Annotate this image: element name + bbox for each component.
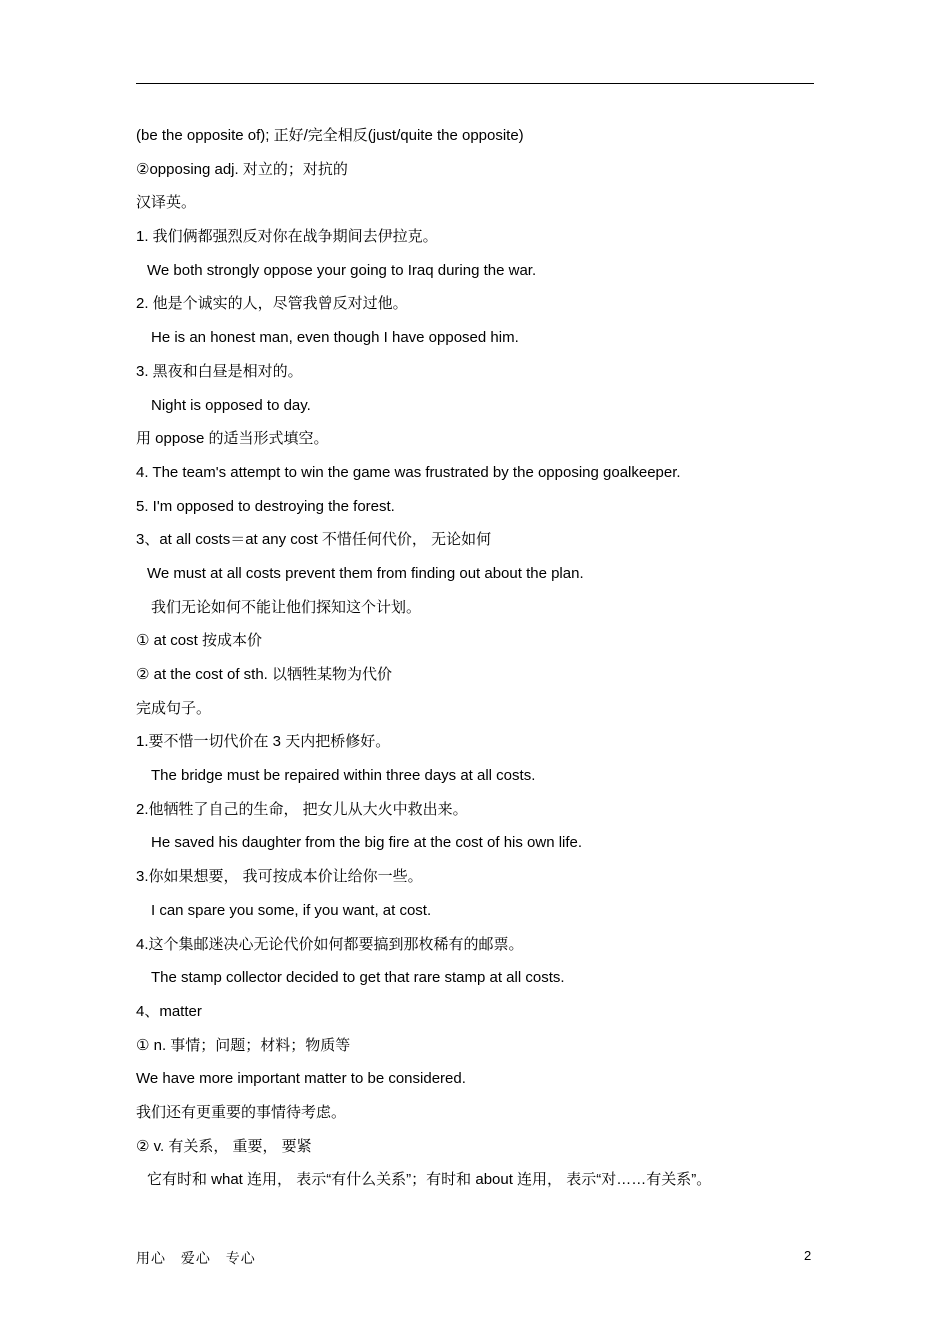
text-line: ②opposing adj. 对立的；对抗的 xyxy=(136,160,348,178)
example-sentence: We have more important matter to be considered. xyxy=(136,1070,466,1088)
page-footer: 用心 爱心 专心 xyxy=(136,1250,256,1266)
exercise-item: 2. 他是个诚实的人，尽管我曾反对过他。 xyxy=(136,295,408,313)
answer-line: The bridge must be repaired within three days at all costs. xyxy=(151,767,536,785)
definition-item: ② v. 有关系， 重要， 要紧 xyxy=(136,1137,312,1155)
answer-line: Night is opposed to day. xyxy=(151,396,311,414)
definition-item: ① at cost 按成本价 xyxy=(136,632,262,650)
usage-note: 它有时和 what 连用， 表示“有什么关系”；有时和 about 连用， 表示“对……有关系”。 xyxy=(147,1171,712,1189)
vocab-heading: 4、matter xyxy=(136,1002,202,1020)
answer-line: He saved his daughter from the big fire at the cost of his own life. xyxy=(151,834,583,852)
section-heading: 完成句子。 xyxy=(136,699,212,717)
answer-line: I can spare you some, if you want, at cost. xyxy=(151,901,432,919)
answer-line: We both strongly oppose your going to Iraq during the war. xyxy=(147,261,537,279)
exercise-item: 5. I'm opposed to destroying the forest. xyxy=(136,497,395,515)
exercise-item: 3. 黑夜和白昼是相对的。 xyxy=(136,362,303,380)
answer-line: He is an honest man, even though I have opposed him. xyxy=(151,329,519,347)
header-rule xyxy=(136,83,814,84)
text-line: (be the opposite of); 正好/完全相反(just/quite the opposite) xyxy=(136,127,524,144)
example-sentence: We must at all costs prevent them from finding out about the plan. xyxy=(147,564,584,582)
exercise-item: 4.这个集邮迷决心无论代价如何都要搞到那枚稀有的邮票。 xyxy=(136,935,524,953)
page-number: 2 xyxy=(804,1248,812,1263)
document-body xyxy=(136,123,826,1201)
exercise-item: 4. The team's attempt to win the game was frustrated by the opposing goalkeeper. xyxy=(136,463,681,481)
vocab-heading: 3、at all costs＝at any cost 不惜任何代价， 无论如何 xyxy=(136,531,492,549)
example-translation: 我们无论如何不能让他们探知这个计划。 xyxy=(151,598,422,616)
exercise-item: 1. 我们俩都强烈反对你在战争期间去伊拉克。 xyxy=(136,228,438,246)
example-translation: 我们还有更重要的事情待考虑。 xyxy=(136,1103,347,1121)
exercise-item: 3.你如果想要， 我可按成本价让给你一些。 xyxy=(136,868,423,886)
section-heading: 汉译英。 xyxy=(136,194,197,212)
exercise-item: 2.他牺牲了自己的生命， 把女儿从大火中救出来。 xyxy=(136,800,468,818)
definition-item: ② at the cost of sth. 以牺牲某物为代价 xyxy=(136,666,393,683)
answer-line: The stamp collector decided to get that rare stamp at all costs. xyxy=(151,969,565,987)
section-heading: 用 oppose 的适当形式填空。 xyxy=(136,430,329,448)
exercise-item: 1.要不惜一切代价在 3 天内把桥修好。 xyxy=(136,733,391,751)
definition-item: ① n. 事情；问题；材料；物质等 xyxy=(136,1036,351,1054)
